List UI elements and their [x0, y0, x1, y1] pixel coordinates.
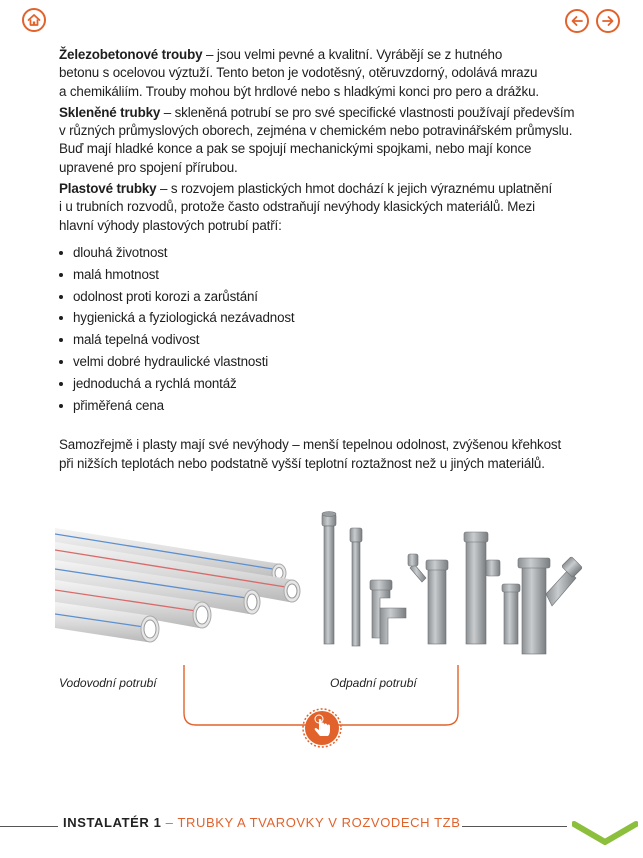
text-line: upravené pro spojení přírubou.: [59, 159, 238, 175]
water-pipes-image: [55, 520, 310, 650]
tap-hand-icon: [302, 708, 342, 748]
text-line: hlavní výhody plastových potrubí patří:: [59, 217, 282, 233]
text-line: Samozřejmě i plasty mají své nevýhody – menší tepelnou odolnost, zvýšenou křehkost: [59, 437, 562, 453]
footer-divider-left: [0, 826, 58, 827]
paragraph-disadvantages: [59, 436, 599, 473]
home-icon: [27, 13, 41, 27]
footer-divider-right: [462, 826, 567, 827]
list-item: dlouhá životnost: [59, 242, 599, 264]
interactive-badge-button[interactable]: [302, 708, 342, 748]
text-line: betonu s ocelovou výztuží. Tento beton je vodotěsný, otěruvzdorný, odolává mrazu: [59, 65, 538, 81]
previous-page-button[interactable]: [565, 9, 589, 33]
text-line: při nižších teplotách nebo podstatně vyšší teplotní roztažnost než u jiných materiálů.: [59, 455, 545, 471]
waste-pipes-caption: Odpadní potrubí: [330, 676, 417, 690]
list-item: hygienická a fyziologická nezávadnost: [59, 307, 599, 329]
arrow-right-icon: [601, 14, 615, 28]
list-item: velmi dobré hydraulické vlastnosti: [59, 351, 599, 373]
paragraph-reinforced-concrete: [59, 46, 599, 101]
list-item: jednoduchá a rychlá montáž: [59, 373, 599, 395]
text-line: – s rozvojem plastických hmot dochází k jejich výraznému uplatnění: [156, 181, 553, 197]
paragraph-plastic-pipes: [59, 180, 599, 235]
text-line: v různých průmyslových oborech, zejména v chemickém nebo potravinářském průmyslu.: [59, 123, 573, 139]
chevron-down-icon[interactable]: [572, 818, 638, 848]
waste-pipe-fittings-image: [310, 508, 590, 658]
term-reinforced-concrete: Železobetonové trouby: [59, 47, 203, 62]
page-body: [59, 46, 599, 476]
paragraph-glass-pipes: [59, 104, 599, 177]
list-item: odolnost proti korozi a zarůstání: [59, 286, 599, 308]
text-line: i u trubních rozvodů, protože často odstraňují nevýhody klasických materiálů. Mezi: [59, 199, 535, 215]
footer-title: [63, 815, 460, 830]
advantages-list: [59, 242, 599, 416]
footer-course-name: INSTALATÉR 1: [63, 815, 162, 830]
list-item: malá tepelná vodivost: [59, 329, 599, 351]
text-line: – skleněná potrubí se pro své specifické vlastnosti používají především: [160, 104, 575, 120]
text-line: Buď mají hladké konce a pak se spojují mechanickými spojkami, nebo mají konce: [59, 141, 532, 157]
arrow-left-icon: [570, 14, 584, 28]
text-line: a chemikáliím. Trouby mohou být hrdlové nebo s hladkými konci pro pero a drážku.: [59, 83, 539, 99]
text-line: – jsou velmi pevné a kvalitní. Vyrábějí se z hutného: [202, 47, 503, 62]
term-plastic-pipes: Plastové trubky: [59, 181, 157, 197]
footer-chapter-name: – TRUBKY A TVAROVKY V ROZVODECH TZB: [161, 815, 461, 830]
water-pipes-caption: Vodovodní potrubí: [59, 676, 157, 690]
next-page-button[interactable]: [596, 9, 620, 33]
list-item: malá hmotnost: [59, 264, 599, 286]
list-item: přiměřená cena: [59, 395, 599, 417]
home-button[interactable]: [22, 8, 46, 32]
term-glass-pipes: Skleněné trubky: [59, 104, 161, 120]
